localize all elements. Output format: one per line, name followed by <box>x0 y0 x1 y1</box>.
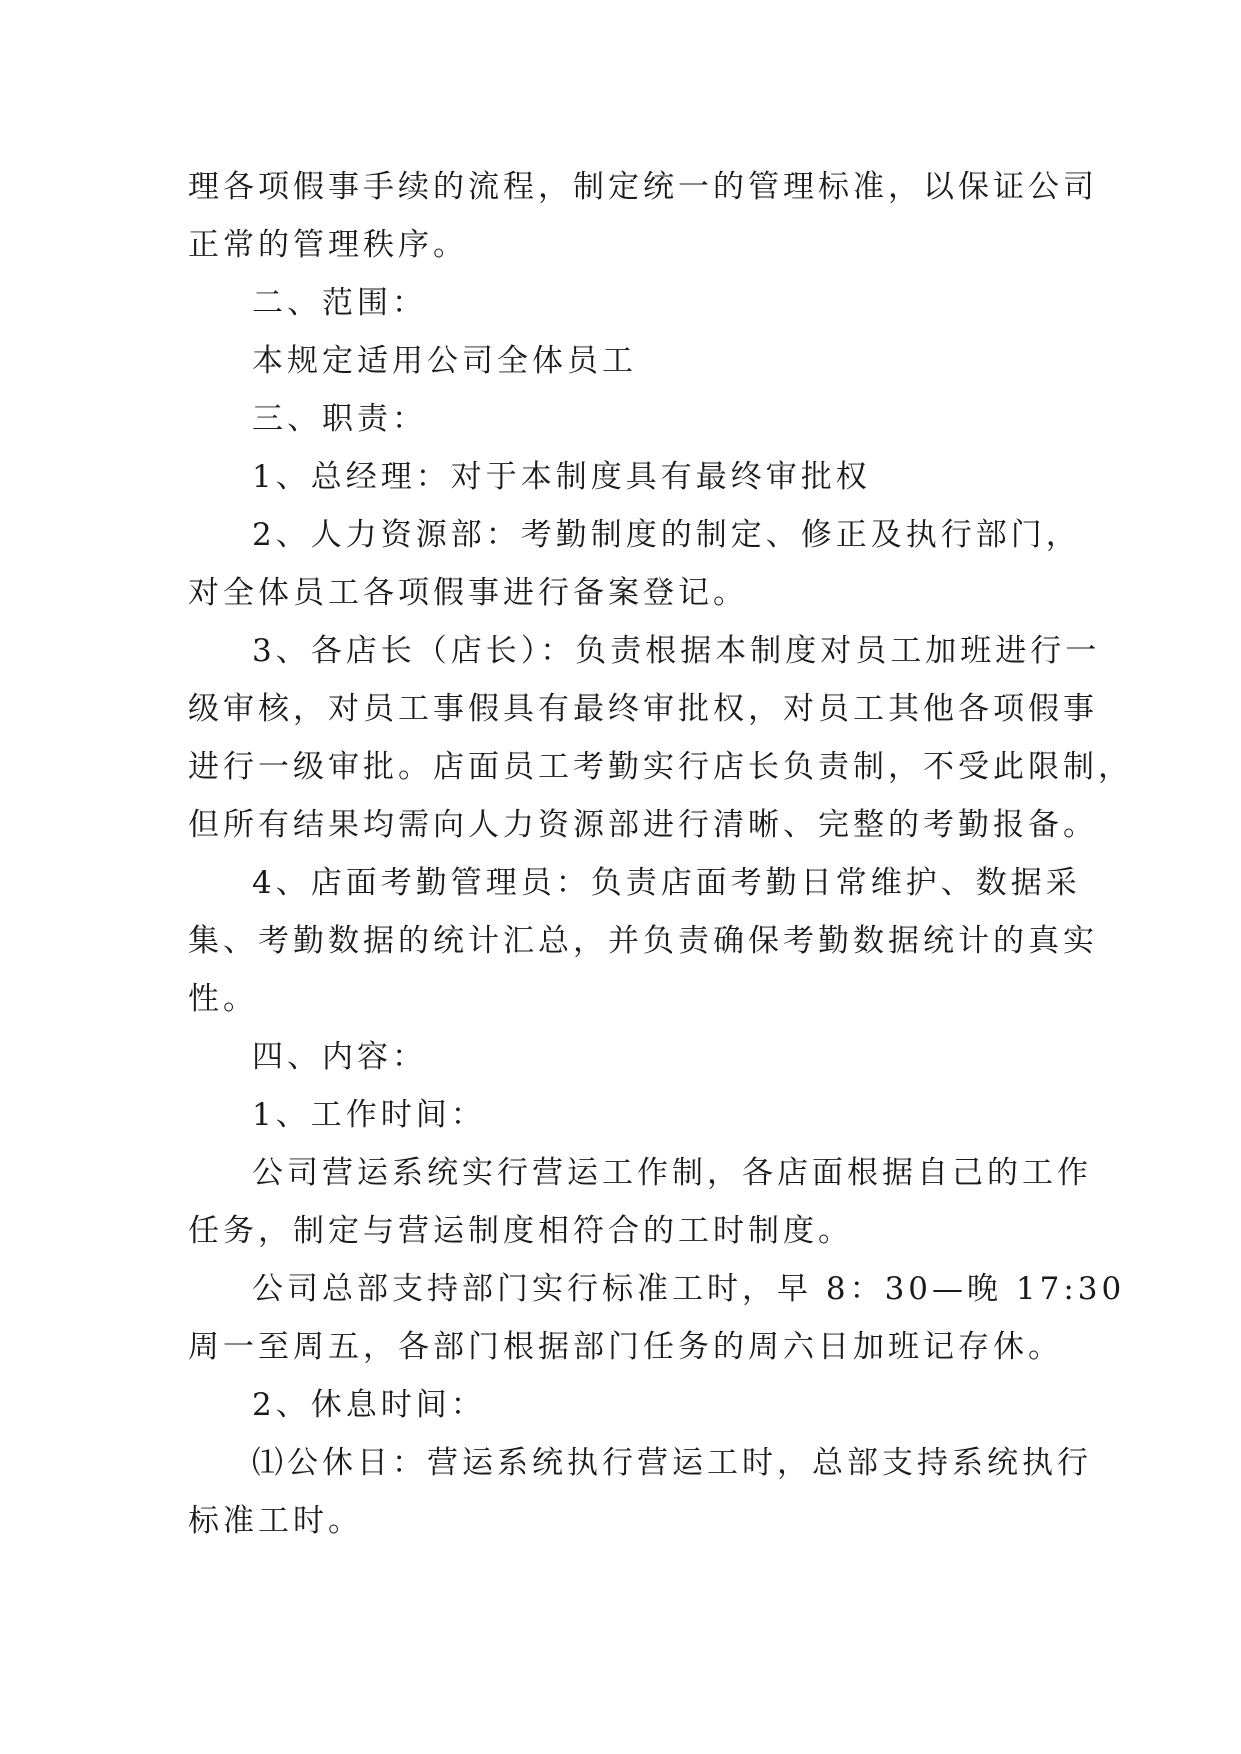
text-line: 3、各店长（店长）：负责根据本制度对员工加班进行一 <box>252 633 1101 669</box>
subsection-heading: 1、工作时间： <box>252 1097 486 1133</box>
text-line: 公司营运系统实行营运工作制，各店面根据自己的工作 <box>252 1155 1092 1191</box>
text-line: 4、店面考勤管理员：负责店面考勤日常维护、数据采 <box>252 865 1081 901</box>
section-heading: 四、内容： <box>252 1039 427 1075</box>
text-line: 公司总部支持部门实行标准工时，早 8：30—晚 17:30 <box>252 1271 1126 1307</box>
text-line: 2、人力资源部：考勤制度的制定、修正及执行部门， <box>252 517 1081 553</box>
text-line: ⑴公休日：营运系统执行营运工时，总部支持系统执行 <box>252 1445 1092 1481</box>
text-line: 任务，制定与营运制度相符合的工时制度。 <box>188 1213 853 1249</box>
document-body <box>188 158 1133 1550</box>
section-heading: 二、范围： <box>252 285 427 321</box>
text-line: 周一至周五，各部门根据部门任务的周六日加班记存休。 <box>188 1329 1063 1365</box>
text-line: 对全体员工各项假事进行备案登记。 <box>188 575 748 611</box>
text-line: 理各项假事手续的流程，制定统一的管理标准，以保证公司 <box>188 169 1098 205</box>
text-line: 标准工时。 <box>188 1503 363 1539</box>
text-line: 但所有结果均需向人力资源部进行清晰、完整的考勤报备。 <box>188 807 1098 843</box>
subsection-heading: 2、休息时间： <box>252 1387 486 1423</box>
text-line: 正常的管理秩序。 <box>188 227 468 263</box>
text-line: 性。 <box>188 981 258 1017</box>
text-line: 本规定适用公司全体员工 <box>252 343 637 379</box>
text-line: 级审核，对员工事假具有最终审批权，对员工其他各项假事 <box>188 691 1098 727</box>
text-line: 进行一级审批。店面员工考勤实行店长负责制，不受此限制， <box>188 749 1133 785</box>
text-line: 1、总经理：对于本制度具有最终审批权 <box>252 459 871 495</box>
section-heading: 三、职责： <box>252 401 427 437</box>
text-line: 集、考勤数据的统计汇总，并负责确保考勤数据统计的真实 <box>188 923 1098 959</box>
